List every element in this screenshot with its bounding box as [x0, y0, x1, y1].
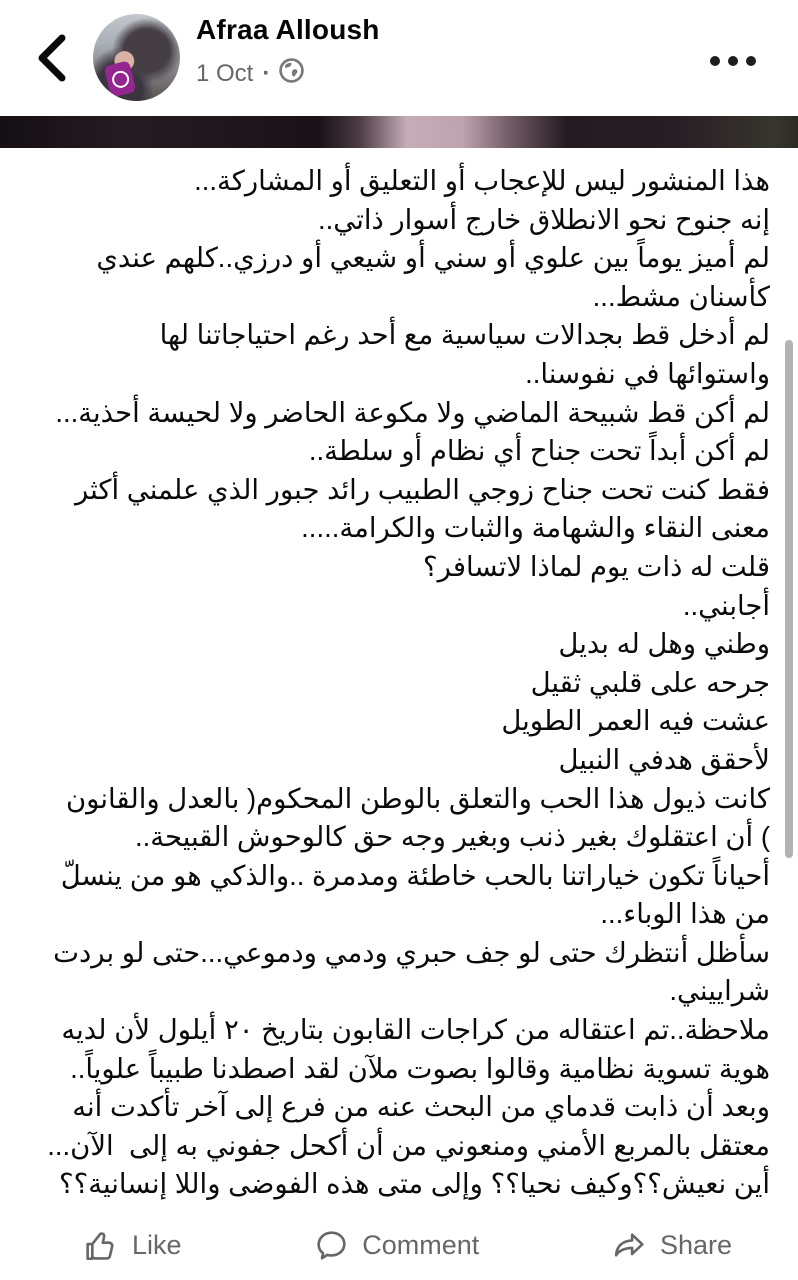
- post-text-line: أين نعيش؟؟وكيف نحيا؟؟ وإلى متى هذه الفوضى واللا إنسانية؟؟: [59, 1168, 770, 1200]
- post-text-line: لأحقق هدفي النبيل: [558, 743, 770, 775]
- post-text-line: عشت فيه العمر الطويل: [501, 705, 770, 737]
- share-label: Share: [659, 1229, 732, 1260]
- post-text: [16, 162, 770, 1204]
- post-text-line: لم أكن قط شبيحة الماضي ولا مكوعة الحاضر ولا لحيسة أحذية...: [55, 396, 770, 428]
- scrollbar-thumb[interactable]: [785, 340, 793, 858]
- avatar[interactable]: [93, 14, 180, 101]
- post-header: [0, 0, 798, 116]
- post-text-line: شراييني.: [669, 975, 770, 1007]
- comment-bubble-icon: [314, 1228, 349, 1263]
- post-text-line: ملاحظة..تم اعتقاله من كراجات القابون بتاريخ ٢٠ أيلول لأن لديه: [61, 1014, 770, 1046]
- more-options-button[interactable]: [704, 50, 762, 72]
- comment-button[interactable]: [314, 1228, 479, 1263]
- post-text-line: وبعد أن ذابت قدماي من البحث عنه من فرع إلى آخر تأكدت أنه: [72, 1091, 770, 1123]
- post-text-line: لم أميز يوماً بين علوي أو سني أو شيعي أو درزي..كلهم عندي: [96, 242, 770, 274]
- thumbs-up-icon: [84, 1228, 119, 1263]
- post-meta: [196, 58, 304, 90]
- post-text-line: معنى النقاء والشهامة والثبات والكرامة.....: [301, 512, 770, 544]
- post-text-line: معتقل بالمربع الأمني ومنعوني من أن أكحل جفوني به إلى الآن...: [47, 1129, 770, 1161]
- comment-label: Comment: [362, 1229, 480, 1260]
- post-text-line: واستوائها في نفوسنا..: [525, 357, 770, 389]
- post-text-line: من هذا الوباء...: [600, 898, 770, 930]
- avatar-photo: [93, 14, 180, 101]
- post-text-line: وطني وهل له بديل: [558, 628, 770, 660]
- post-text-line: لم أدخل قط بجدالات سياسية مع أحد رغم احتياجاتنا لها: [159, 319, 770, 351]
- meta-separator: ·: [262, 60, 271, 87]
- post-text-line: أجابني..: [682, 589, 770, 621]
- post-text-line: كأسنان مشط...: [592, 280, 770, 312]
- like-label: Like: [132, 1229, 182, 1260]
- chevron-left-icon: [30, 74, 76, 89]
- post-text-line: أحياناً تكون خياراتنا بالحب خاطئة ومدمرة ..والذكي هو من ينسلّ: [60, 859, 770, 891]
- three-dots-icon: [710, 56, 756, 66]
- post-text-line: فقط كنت تحت جناح زوجي الطبيب رائد جبور الذي علمني أكثر: [74, 473, 770, 505]
- post-text-line: هوية تسوية نظامية وقالوا بصوت ملآن لقد اصطدنا طبيباً علوياً..: [70, 1052, 770, 1084]
- share-button[interactable]: [612, 1228, 732, 1263]
- post-date[interactable]: 1 Oct: [196, 60, 254, 87]
- post-text-line: إنه جنوح نحو الانطلاق خارج أسوار ذاتي..: [318, 203, 770, 235]
- back-button[interactable]: [30, 30, 76, 86]
- share-arrow-icon: [612, 1228, 647, 1263]
- action-bar: [0, 1210, 798, 1280]
- post-text-line: هذا المنشور ليس للإعجاب أو التعليق أو المشاركة...: [194, 165, 770, 196]
- post-text-line: لم أكن أبداً تحت جناح أي نظام أو سلطة..: [308, 435, 770, 467]
- post-text-line: قلت له ذات يوم لماذا لاتسافر؟: [423, 550, 770, 582]
- post-text-line: ) أن اعتقلوك بغير ذنب وبغير وجه حق كالوحوش القبيحة..: [134, 821, 770, 853]
- globe-icon: [279, 58, 304, 90]
- post-text-line: سأظل أنتظرك حتى لو جف حبري ودمي ودموعي...حتى لو بردت: [53, 936, 770, 968]
- post-text-line: جرحه على قلبي ثقيل: [530, 666, 770, 698]
- author-name[interactable]: Afraa Alloush: [196, 14, 380, 45]
- post-photo-cropped[interactable]: [0, 116, 798, 148]
- like-button[interactable]: [84, 1228, 182, 1263]
- post-text-line: كانت ذيول هذا الحب والتعلق بالوطن المحكوم( بالعدل والقانون: [65, 782, 770, 814]
